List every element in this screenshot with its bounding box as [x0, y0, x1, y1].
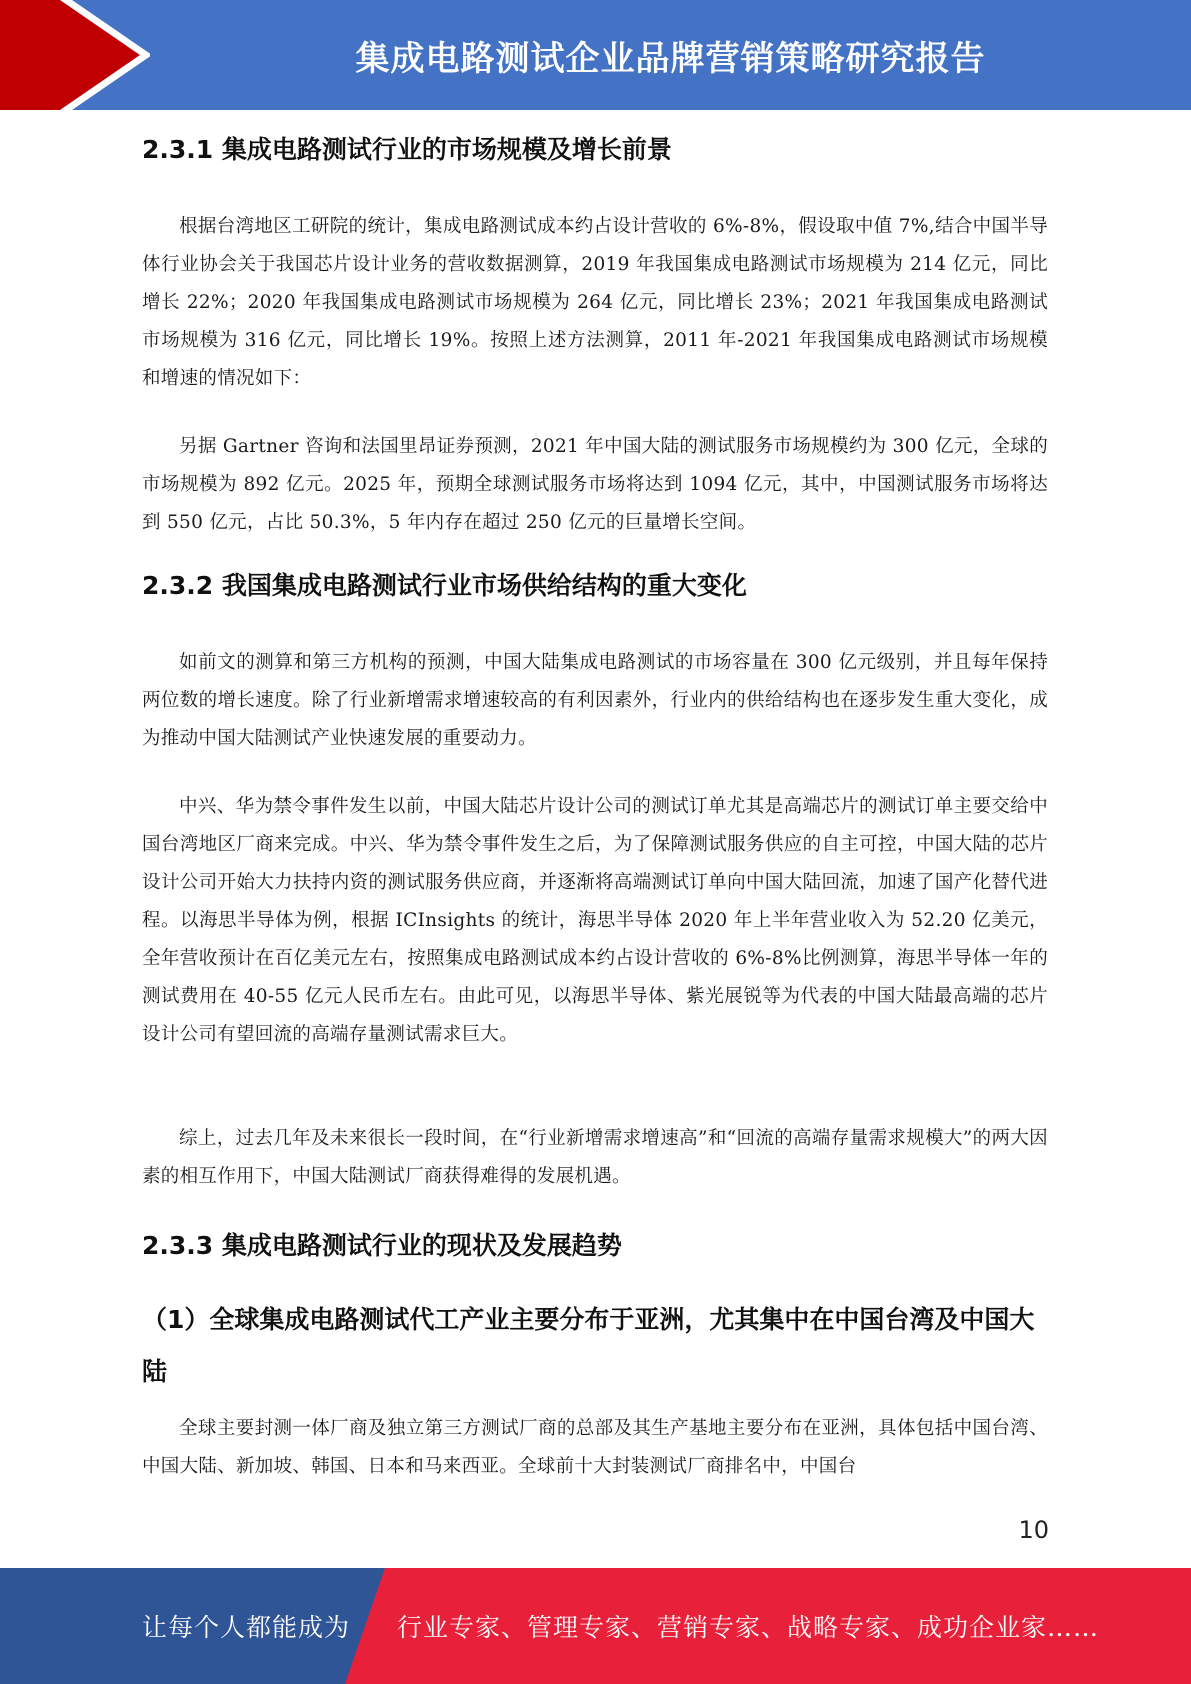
paragraph: 中兴、华为禁令事件发生以前，中国大陆芯片设计公司的测试订单尤其是高端芯片的测试订单主要交给中国台湾地区厂商来完成。中兴、华为禁令事件发生之后，为了保障测试服务供应的自主可控，中国大陆的芯片设计公司开始大力扶持内资的测试服务供应商，并逐渐将高端测试订单向中国大陆回流，加速了国产化替代进程。以海思半导体为例，根据 ICInsights 的统计，海思半导体 2020 年上半年营业收入为 52.20 亿美元，全年营收预计在百亿美元左右，按照集成电路测试成本约占设计营收的 6%-8%比例测算，海思半导体一年的测试费用在 40-55 亿元人民币左右。由此可见，以海思半导体、紫光展锐等为代表的中国大陆最高端的芯片设计公司有望回流的高端存量测试需求巨大。 [142, 796, 1048, 1045]
section-heading-2-3-1: 2.3.1 集成电路测试行业的市场规模及增长前景 [142, 135, 672, 164]
paragraph: 如前文的测算和第三方机构的预测，中国大陆集成电路测试的市场容量在 300 亿元级别，并且每年保持两位数的增长速度。除了行业新增需求增速较高的有利因素外，行业内的供给结构也在逐步发生重大变化，成为推动中国大陆测试产业快速发展的重要动力。 [142, 652, 1048, 749]
report-title: 集成电路测试企业品牌营销策略研究报告 [355, 38, 986, 79]
paragraph: 综上，过去几年及未来很长一段时间，在“行业新增需求增速高”和“回流的高端存量需求规模大”的两大因素的相互作用下，中国大陆测试厂商获得难得的发展机遇。 [142, 1128, 1048, 1187]
page-number: 10 [1018, 1516, 1049, 1544]
footer-slogan-left: 让每个人都能成为 [142, 1613, 351, 1642]
subsection-heading: （1）全球集成电路测试代工产业主要分布于亚洲，尤其集中在中国台湾及中国大陆 [142, 1305, 1035, 1386]
paragraph: 另据 Gartner 咨询和法国里昂证券预测，2021 年中国大陆的测试服务市场规模约为 300 亿元，全球的市场规模为 892 亿元。2025 年，预期全球测试服务市场将达到 1094 亿元，其中，中国测试服务市场将达到 550 亿元，占比 50.3%，5 年内存在超过 250 亿元的巨量增长空间。 [142, 436, 1048, 533]
section-heading-2-3-3: 2.3.3 集成电路测试行业的现状及发展趋势 [142, 1231, 622, 1260]
paragraph: 根据台湾地区工研院的统计，集成电路测试成本约占设计营收的 6%-8%，假设取中值 7%,结合中国半导体行业协会关于我国芯片设计业务的营收数据测算，2019 年我国集成电路测试市场规模为 214 亿元，同比增长 22%；2020 年我国集成电路测试市场规模为 264 亿元，同比增长 23%；2021 年我国集成电路测试市场规模为 316 亿元，同比增长 19%。按照上述方法测算，2011 年-2021 年我国集成电路测试市场规模和增速的情况如下： [142, 216, 1048, 389]
paragraph: 全球主要封测一体厂商及独立第三方测试厂商的总部及其生产基地主要分布在亚洲，具体包括中国台湾、中国大陆、新加坡、韩国、日本和马来西亚。全球前十大封装测试厂商排名中，中国台 [142, 1418, 1048, 1477]
header-chevron-decoration [0, 0, 150, 110]
section-heading-2-3-2: 2.3.2 我国集成电路测试行业市场供给结构的重大变化 [142, 571, 747, 600]
report-header [0, 0, 1191, 110]
report-footer [0, 1568, 1191, 1684]
footer-slogan-right: 行业专家、管理专家、营销专家、战略专家、成功企业家…… [397, 1613, 1100, 1642]
